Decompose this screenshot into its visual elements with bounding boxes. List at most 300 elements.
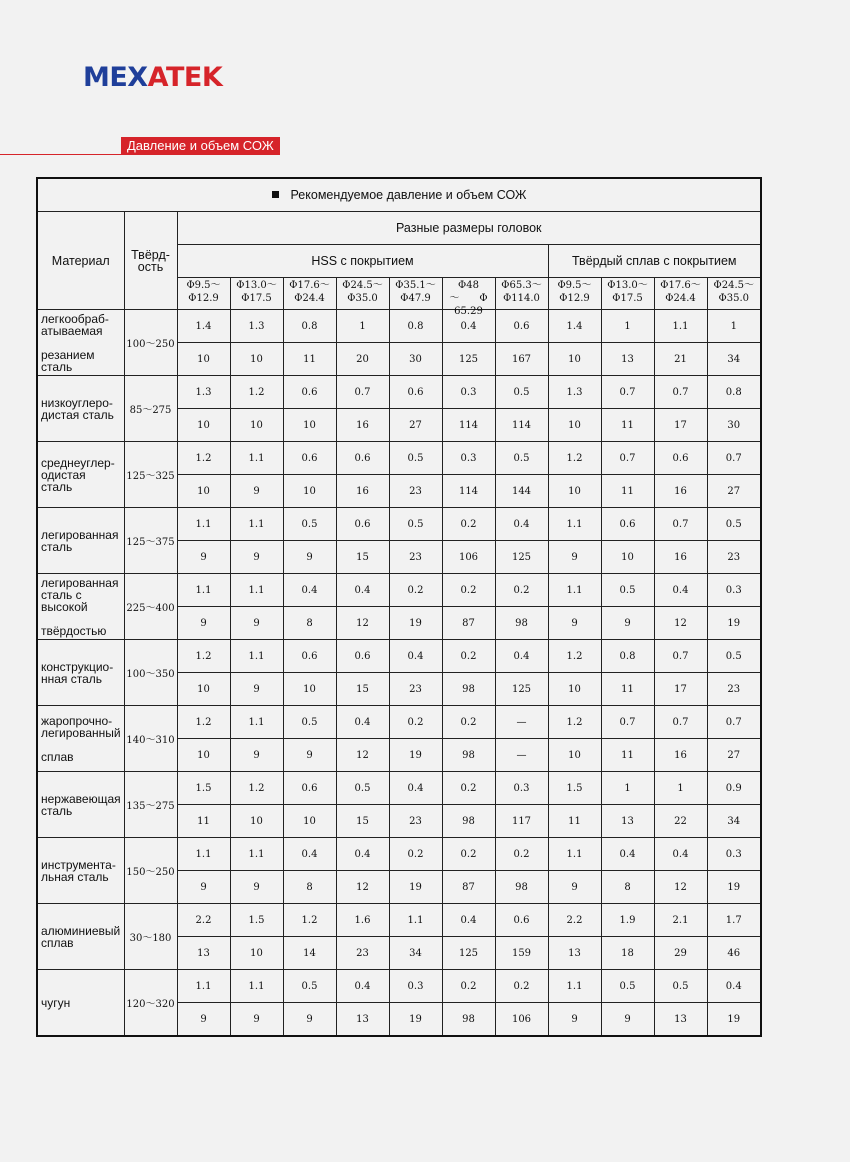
pressure-cell: 1.1 <box>548 970 601 1003</box>
table-title <box>37 178 761 212</box>
pressure-cell: 0.2 <box>495 574 548 607</box>
pressure-cell: 1.3 <box>548 376 601 409</box>
volume-cell: 12 <box>654 607 707 640</box>
hardness-cell: 225～400 <box>124 574 177 640</box>
pressure-cell: 0.3 <box>707 574 761 607</box>
volume-cell: 8 <box>601 871 654 904</box>
volume-cell: 98 <box>495 607 548 640</box>
volume-cell: — <box>495 739 548 772</box>
volume-cell: 16 <box>654 541 707 574</box>
pressure-cell: 0.4 <box>336 970 389 1003</box>
volume-cell: 12 <box>336 607 389 640</box>
pressure-cell: 0.7 <box>601 706 654 739</box>
pressure-cell: 0.2 <box>442 640 495 673</box>
volume-cell: 23 <box>389 475 442 508</box>
volume-cell: 10 <box>177 343 230 376</box>
volume-cell: 125 <box>495 673 548 706</box>
volume-cell: 9 <box>230 871 283 904</box>
pressure-cell: 0.4 <box>707 970 761 1003</box>
pressure-cell: 0.2 <box>442 838 495 871</box>
volume-cell: 9 <box>230 607 283 640</box>
pressure-cell: 0.5 <box>495 376 548 409</box>
volume-cell: 23 <box>389 805 442 838</box>
pressure-cell: 1.1 <box>548 508 601 541</box>
pressure-cell: 2.2 <box>177 904 230 937</box>
pressure-cell: 2.2 <box>548 904 601 937</box>
pressure-cell: 0.5 <box>283 706 336 739</box>
volume-cell: 9 <box>230 541 283 574</box>
volume-cell: 8 <box>283 607 336 640</box>
material-cell: жаропрочно- легированный сплав <box>37 706 124 772</box>
volume-cell: 9 <box>177 607 230 640</box>
volume-cell: 30 <box>707 409 761 442</box>
pressure-cell: 1.1 <box>230 706 283 739</box>
pressure-cell: 0.5 <box>283 970 336 1003</box>
volume-cell: 9 <box>548 607 601 640</box>
volume-cell: 87 <box>442 607 495 640</box>
volume-cell: 9 <box>548 1003 601 1037</box>
table-row <box>37 706 761 739</box>
volume-cell: 9 <box>283 541 336 574</box>
volume-cell: 19 <box>389 739 442 772</box>
pressure-cell: 1.5 <box>177 772 230 805</box>
pressure-cell: 0.6 <box>336 442 389 475</box>
pressure-cell: 0.7 <box>601 376 654 409</box>
pressure-cell: 0.7 <box>654 706 707 739</box>
hardness-cell: 100～250 <box>124 310 177 376</box>
pressure-cell: 0.4 <box>495 508 548 541</box>
volume-cell: 23 <box>389 673 442 706</box>
volume-cell: 46 <box>707 937 761 970</box>
header-group-carbide: Твёрдый сплав с покрытием <box>548 245 761 278</box>
size-column-header: Φ13.0～ Φ17.5 <box>230 278 283 310</box>
pressure-cell: 0.9 <box>707 772 761 805</box>
pressure-cell: 0.6 <box>336 508 389 541</box>
pressure-cell: 1.1 <box>230 838 283 871</box>
volume-cell: 167 <box>495 343 548 376</box>
pressure-cell: 0.4 <box>442 904 495 937</box>
volume-cell: 8 <box>283 871 336 904</box>
volume-cell: 13 <box>336 1003 389 1037</box>
material-cell: алюминиевый сплав <box>37 904 124 970</box>
volume-cell: 12 <box>336 871 389 904</box>
table-row <box>37 508 761 541</box>
volume-cell: 9 <box>177 871 230 904</box>
volume-cell: 10 <box>177 673 230 706</box>
hardness-cell: 125～375 <box>124 508 177 574</box>
pressure-cell: 0.6 <box>283 640 336 673</box>
pressure-cell: 1.4 <box>177 310 230 343</box>
volume-cell: 10 <box>230 937 283 970</box>
volume-cell: 11 <box>601 475 654 508</box>
pressure-cell: 0.3 <box>707 838 761 871</box>
material-cell: низкоуглеро- дистая сталь <box>37 376 124 442</box>
volume-cell: 18 <box>601 937 654 970</box>
pressure-cell: 0.7 <box>654 508 707 541</box>
volume-cell: 27 <box>707 475 761 508</box>
volume-cell: 34 <box>389 937 442 970</box>
volume-cell: 13 <box>601 343 654 376</box>
pressure-cell: 0.4 <box>389 640 442 673</box>
volume-cell: 17 <box>654 673 707 706</box>
table-title-text: Рекомендуемое давление и объем СОЖ <box>290 188 527 202</box>
pressure-cell: 1.2 <box>548 706 601 739</box>
volume-cell: 12 <box>336 739 389 772</box>
pressure-cell: 0.4 <box>654 838 707 871</box>
material-cell: конструкцио- нная сталь <box>37 640 124 706</box>
pressure-cell: 0.6 <box>283 442 336 475</box>
pressure-cell: 0.4 <box>654 574 707 607</box>
pressure-cell: 0.7 <box>654 640 707 673</box>
header-sizes: Разные размеры головок <box>177 212 761 245</box>
volume-cell: 106 <box>442 541 495 574</box>
pressure-cell: 1.1 <box>548 574 601 607</box>
volume-cell: 10 <box>283 805 336 838</box>
volume-cell: 21 <box>654 343 707 376</box>
pressure-cell: 1.6 <box>336 904 389 937</box>
size-column-header: Φ9.5～ Φ12.9 <box>548 278 601 310</box>
volume-cell: 98 <box>442 805 495 838</box>
pressure-cell: 0.2 <box>389 706 442 739</box>
volume-cell: 19 <box>389 1003 442 1037</box>
pressure-cell: 1.1 <box>548 838 601 871</box>
size-column-header: Φ17.6～ Φ24.4 <box>283 278 336 310</box>
logo-prefix: MEX <box>83 62 148 93</box>
pressure-cell: 0.6 <box>389 376 442 409</box>
size-column-header: Φ48 ～ Φ 65.29 <box>442 278 495 310</box>
volume-cell: 10 <box>548 409 601 442</box>
volume-cell: 15 <box>336 541 389 574</box>
pressure-cell: 0.5 <box>707 508 761 541</box>
material-cell: чугун <box>37 970 124 1037</box>
volume-cell: 10 <box>230 409 283 442</box>
volume-cell: 9 <box>177 1003 230 1037</box>
volume-cell: 15 <box>336 673 389 706</box>
size-column-header: Φ24.5～ Φ35.0 <box>707 278 761 310</box>
material-cell: нержавеющая сталь <box>37 772 124 838</box>
size-column-header: Φ17.6～ Φ24.4 <box>654 278 707 310</box>
volume-cell: 159 <box>495 937 548 970</box>
pressure-cell: 0.7 <box>336 376 389 409</box>
volume-cell: 19 <box>389 607 442 640</box>
table-row <box>37 376 761 409</box>
pressure-cell: 0.2 <box>442 574 495 607</box>
volume-cell: 16 <box>336 409 389 442</box>
pressure-cell: 1.2 <box>177 442 230 475</box>
pressure-cell: 0.5 <box>601 970 654 1003</box>
pressure-cell: 1 <box>707 310 761 343</box>
volume-cell: 23 <box>389 541 442 574</box>
hardness-cell: 135～275 <box>124 772 177 838</box>
volume-cell: 9 <box>548 541 601 574</box>
size-column-header: Φ13.0～ Φ17.5 <box>601 278 654 310</box>
pressure-cell: 1.4 <box>548 310 601 343</box>
pressure-cell: 1.1 <box>230 970 283 1003</box>
hardness-cell: 120～320 <box>124 970 177 1037</box>
pressure-cell: 0.8 <box>389 310 442 343</box>
pressure-cell: 0.3 <box>442 442 495 475</box>
pressure-cell: 0.6 <box>283 772 336 805</box>
pressure-cell: 0.5 <box>707 640 761 673</box>
pressure-cell: 0.5 <box>495 442 548 475</box>
volume-cell: 13 <box>548 937 601 970</box>
pressure-cell: 0.5 <box>389 508 442 541</box>
pressure-cell: 1 <box>336 310 389 343</box>
pressure-cell: 0.2 <box>389 838 442 871</box>
table-row <box>37 838 761 871</box>
section-label: Давление и объем СОЖ <box>121 137 280 155</box>
volume-cell: 10 <box>177 739 230 772</box>
volume-cell: 125 <box>495 541 548 574</box>
pressure-cell: 1.2 <box>177 706 230 739</box>
size-column-header: Φ35.1～ Φ47.9 <box>389 278 442 310</box>
hardness-cell: 85～275 <box>124 376 177 442</box>
square-bullet-icon <box>272 191 279 198</box>
pressure-cell: 1.1 <box>230 508 283 541</box>
pressure-cell: 1.1 <box>230 640 283 673</box>
volume-cell: 144 <box>495 475 548 508</box>
table-row <box>37 970 761 1003</box>
volume-cell: 10 <box>548 343 601 376</box>
pressure-cell: 0.3 <box>495 772 548 805</box>
volume-cell: 12 <box>654 871 707 904</box>
volume-cell: 10 <box>177 475 230 508</box>
pressure-cell: 0.7 <box>654 376 707 409</box>
table-row <box>37 772 761 805</box>
volume-cell: 11 <box>283 343 336 376</box>
pressure-cell: 0.3 <box>389 970 442 1003</box>
volume-cell: 9 <box>230 739 283 772</box>
volume-cell: 10 <box>177 409 230 442</box>
volume-cell: 34 <box>707 343 761 376</box>
volume-cell: 23 <box>707 541 761 574</box>
volume-cell: 23 <box>707 673 761 706</box>
pressure-cell: 0.6 <box>601 508 654 541</box>
section-rule <box>0 154 121 155</box>
pressure-cell: 0.7 <box>707 442 761 475</box>
header-hardness: Твёрд- ость <box>124 212 177 310</box>
volume-cell: 19 <box>707 607 761 640</box>
pressure-cell: 0.2 <box>495 970 548 1003</box>
volume-cell: 22 <box>654 805 707 838</box>
pressure-cell: 0.5 <box>654 970 707 1003</box>
volume-cell: 98 <box>442 673 495 706</box>
pressure-cell: 1.5 <box>230 904 283 937</box>
pressure-cell: 1.2 <box>230 772 283 805</box>
pressure-cell: 1.9 <box>601 904 654 937</box>
pressure-cell: 0.8 <box>283 310 336 343</box>
pressure-cell: 1.2 <box>548 640 601 673</box>
table-row <box>37 310 761 343</box>
volume-cell: 9 <box>548 871 601 904</box>
hardness-cell: 100～350 <box>124 640 177 706</box>
volume-cell: 19 <box>389 871 442 904</box>
volume-cell: 11 <box>548 805 601 838</box>
pressure-cell: 0.8 <box>707 376 761 409</box>
pressure-cell: 1.1 <box>177 574 230 607</box>
size-column-header: Φ9.5～ Φ12.9 <box>177 278 230 310</box>
volume-cell: 16 <box>654 739 707 772</box>
volume-cell: 19 <box>707 1003 761 1037</box>
pressure-cell: 1.1 <box>389 904 442 937</box>
size-column-header: Φ65.3～ Φ114.0 <box>495 278 548 310</box>
volume-cell: 27 <box>389 409 442 442</box>
pressure-cell: 0.4 <box>495 640 548 673</box>
pressure-cell: — <box>495 706 548 739</box>
pressure-cell: 0.6 <box>495 904 548 937</box>
pressure-cell: 0.4 <box>283 838 336 871</box>
volume-cell: 16 <box>336 475 389 508</box>
material-cell: инструмента- льная сталь <box>37 838 124 904</box>
volume-cell: 27 <box>707 739 761 772</box>
volume-cell: 13 <box>177 937 230 970</box>
volume-cell: 10 <box>548 739 601 772</box>
pressure-cell: 1.2 <box>230 376 283 409</box>
volume-cell: 10 <box>283 475 336 508</box>
pressure-cell: 1.3 <box>177 376 230 409</box>
volume-cell: 30 <box>389 343 442 376</box>
pressure-cell: 0.5 <box>283 508 336 541</box>
volume-cell: 114 <box>442 475 495 508</box>
volume-cell: 98 <box>442 739 495 772</box>
pressure-cell: 1.3 <box>230 310 283 343</box>
hardness-cell: 150～250 <box>124 838 177 904</box>
pressure-cell: 0.5 <box>336 772 389 805</box>
material-cell: среднеуглер- одистая сталь <box>37 442 124 508</box>
volume-cell: 125 <box>442 343 495 376</box>
pressure-cell: 0.2 <box>442 508 495 541</box>
pressure-cell: 0.5 <box>389 442 442 475</box>
pressure-cell: 1.1 <box>177 838 230 871</box>
coolant-table <box>36 177 762 1037</box>
pressure-cell: 0.4 <box>442 310 495 343</box>
material-cell: легированная сталь с высокой твёрдостью <box>37 574 124 640</box>
volume-cell: 9 <box>283 739 336 772</box>
volume-cell: 29 <box>654 937 707 970</box>
pressure-cell: 1.1 <box>230 574 283 607</box>
volume-cell: 11 <box>601 409 654 442</box>
volume-cell: 114 <box>442 409 495 442</box>
pressure-cell: 1 <box>601 310 654 343</box>
pressure-cell: 1.1 <box>177 970 230 1003</box>
volume-cell: 14 <box>283 937 336 970</box>
hardness-cell: 140～310 <box>124 706 177 772</box>
pressure-cell: 2.1 <box>654 904 707 937</box>
volume-cell: 10 <box>230 805 283 838</box>
volume-cell: 106 <box>495 1003 548 1037</box>
pressure-cell: 1.2 <box>283 904 336 937</box>
volume-cell: 9 <box>283 1003 336 1037</box>
pressure-cell: 0.4 <box>336 574 389 607</box>
volume-cell: 9 <box>601 1003 654 1037</box>
pressure-cell: 0.2 <box>389 574 442 607</box>
pressure-cell: 1.2 <box>177 640 230 673</box>
volume-cell: 13 <box>654 1003 707 1037</box>
volume-cell: 114 <box>495 409 548 442</box>
volume-cell: 11 <box>601 739 654 772</box>
pressure-cell: 0.4 <box>336 706 389 739</box>
table-row <box>37 574 761 607</box>
hardness-cell: 30～180 <box>124 904 177 970</box>
volume-cell: 10 <box>283 409 336 442</box>
pressure-cell: 1.1 <box>230 442 283 475</box>
pressure-cell: 0.4 <box>336 838 389 871</box>
volume-cell: 23 <box>336 937 389 970</box>
volume-cell: 9 <box>230 673 283 706</box>
pressure-cell: 0.2 <box>442 970 495 1003</box>
pressure-cell: 0.4 <box>601 838 654 871</box>
table-row <box>37 904 761 937</box>
volume-cell: 10 <box>230 343 283 376</box>
pressure-cell: 0.2 <box>495 838 548 871</box>
volume-cell: 9 <box>230 475 283 508</box>
volume-cell: 117 <box>495 805 548 838</box>
volume-cell: 10 <box>601 541 654 574</box>
volume-cell: 87 <box>442 871 495 904</box>
header-group-hss: HSS с покрытием <box>177 245 548 278</box>
volume-cell: 10 <box>548 673 601 706</box>
pressure-cell: 0.2 <box>442 706 495 739</box>
pressure-cell: 0.3 <box>442 376 495 409</box>
pressure-cell: 0.4 <box>389 772 442 805</box>
pressure-cell: 1 <box>601 772 654 805</box>
volume-cell: 11 <box>177 805 230 838</box>
pressure-cell: 0.6 <box>654 442 707 475</box>
volume-cell: 9 <box>601 607 654 640</box>
volume-cell: 125 <box>442 937 495 970</box>
pressure-cell: 0.6 <box>336 640 389 673</box>
mexatek-logo <box>83 64 222 91</box>
pressure-cell: 1.2 <box>548 442 601 475</box>
volume-cell: 20 <box>336 343 389 376</box>
material-cell: легированная сталь <box>37 508 124 574</box>
hardness-cell: 125～325 <box>124 442 177 508</box>
volume-cell: 16 <box>654 475 707 508</box>
header-material: Материал <box>37 212 124 310</box>
pressure-cell: 1.7 <box>707 904 761 937</box>
volume-cell: 98 <box>495 871 548 904</box>
volume-cell: 15 <box>336 805 389 838</box>
logo-a: A <box>147 62 166 93</box>
logo-suffix: TEK <box>165 62 223 93</box>
volume-cell: 11 <box>601 673 654 706</box>
volume-cell: 10 <box>283 673 336 706</box>
volume-cell: 19 <box>707 871 761 904</box>
volume-cell: 13 <box>601 805 654 838</box>
pressure-cell: 0.8 <box>601 640 654 673</box>
pressure-cell: 1 <box>654 772 707 805</box>
volume-cell: 98 <box>442 1003 495 1037</box>
pressure-cell: 1.1 <box>654 310 707 343</box>
volume-cell: 17 <box>654 409 707 442</box>
pressure-cell: 0.5 <box>601 574 654 607</box>
pressure-cell: 0.2 <box>442 772 495 805</box>
volume-cell: 10 <box>548 475 601 508</box>
pressure-cell: 0.7 <box>707 706 761 739</box>
volume-cell: 9 <box>177 541 230 574</box>
table-row <box>37 640 761 673</box>
table-row <box>37 442 761 475</box>
pressure-cell: 0.7 <box>601 442 654 475</box>
volume-cell: 9 <box>230 1003 283 1037</box>
material-cell: легкообраб- атываемая резанием сталь <box>37 310 124 376</box>
pressure-cell: 1.1 <box>177 508 230 541</box>
pressure-cell: 0.6 <box>495 310 548 343</box>
pressure-cell: 0.4 <box>283 574 336 607</box>
volume-cell: 34 <box>707 805 761 838</box>
pressure-cell: 0.6 <box>283 376 336 409</box>
size-column-header: Φ24.5～ Φ35.0 <box>336 278 389 310</box>
